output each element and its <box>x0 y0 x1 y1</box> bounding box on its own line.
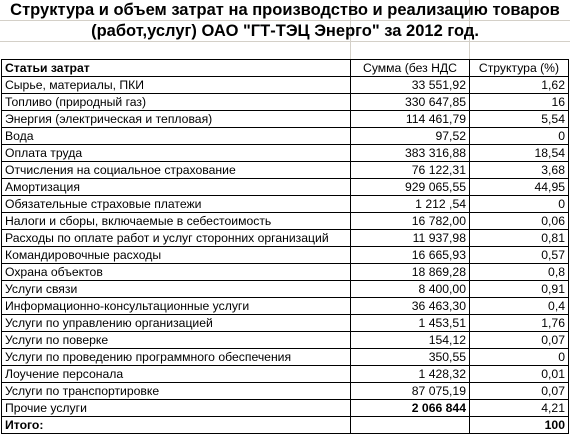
total-cell-sum[interactable] <box>351 417 470 434</box>
cell-sum[interactable]: 18 869,28 <box>351 264 470 281</box>
cell-sum[interactable]: 1 428,32 <box>351 366 470 383</box>
table-row <box>2 213 569 230</box>
total-cell-pct[interactable]: 100 <box>470 417 569 434</box>
cell-structure[interactable]: 0,07 <box>470 383 569 400</box>
table-row <box>2 77 569 94</box>
cell-structure[interactable]: 1,76 <box>470 315 569 332</box>
cell-sum[interactable]: 36 463,30 <box>351 298 470 315</box>
cell-cost-item[interactable]: Отчисления на социальное страхование <box>2 162 351 179</box>
cell-cost-item[interactable]: Услуги по проведению программного обеспечения <box>2 349 351 366</box>
cell-cost-item[interactable]: Информационно-консультационные услуги <box>2 298 351 315</box>
table-row <box>2 332 569 349</box>
cell-sum[interactable]: 383 316,88 <box>351 145 470 162</box>
cell-sum[interactable]: 76 122,31 <box>351 162 470 179</box>
table-total-row <box>2 417 569 434</box>
cell-structure[interactable]: 18,54 <box>470 145 569 162</box>
cell-sum[interactable]: 2 066 844 <box>351 400 470 417</box>
table-row <box>2 247 569 264</box>
cell-cost-item[interactable]: Лоучение персонала <box>2 366 351 383</box>
cell-structure[interactable]: 0,07 <box>470 332 569 349</box>
title-line-1: Структура и объем затрат на производство и реализацию товаров <box>10 1 560 19</box>
table-row <box>2 366 569 383</box>
cell-structure[interactable]: 0 <box>470 196 569 213</box>
cell-cost-item[interactable]: Оплата труда <box>2 145 351 162</box>
cell-sum[interactable]: 11 937,98 <box>351 230 470 247</box>
table-row <box>2 349 569 366</box>
cell-cost-item[interactable]: Энергия (электрическая и тепловая) <box>2 111 351 128</box>
table-row <box>2 128 569 145</box>
cell-sum[interactable]: 1 453,51 <box>351 315 470 332</box>
cell-sum[interactable]: 114 461,79 <box>351 111 470 128</box>
cell-cost-item[interactable]: Расходы по оплате работ и услуг сторонних организаций <box>2 230 351 247</box>
cell-structure[interactable]: 0,8 <box>470 264 569 281</box>
cell-sum[interactable]: 87 075,19 <box>351 383 470 400</box>
cell-structure[interactable]: 44,95 <box>470 179 569 196</box>
cell-structure[interactable]: 0,01 <box>470 366 569 383</box>
cell-cost-item[interactable]: Обязательные страховые платежи <box>2 196 351 213</box>
table-row <box>2 145 569 162</box>
table-row <box>2 298 569 315</box>
cell-structure[interactable]: 4,21 <box>470 400 569 417</box>
table-row <box>2 281 569 298</box>
title-line-2: (работ,услуг) ОАО "ГТ-ТЭЦ Энерго" за 2012 год. <box>91 22 479 40</box>
cell-cost-item[interactable]: Прочие услуги <box>2 400 351 417</box>
cell-structure[interactable]: 0,81 <box>470 230 569 247</box>
cost-table <box>1 59 569 434</box>
cell-cost-item[interactable]: Услуги по управлению организацией <box>2 315 351 332</box>
cell-cost-item[interactable]: Услуги по поверке <box>2 332 351 349</box>
cell-sum[interactable]: 97,52 <box>351 128 470 145</box>
cell-sum[interactable]: 8 400,00 <box>351 281 470 298</box>
header-sum[interactable]: Сумма (без НДС <box>351 60 470 77</box>
cell-structure[interactable]: 0,4 <box>470 298 569 315</box>
cell-structure[interactable]: 0,91 <box>470 281 569 298</box>
table-row <box>2 111 569 128</box>
total-cell-name[interactable]: Итого: <box>2 417 351 434</box>
cell-cost-item[interactable]: Охрана объектов <box>2 264 351 281</box>
table-row <box>2 179 569 196</box>
cell-structure[interactable]: 0,06 <box>470 213 569 230</box>
cell-cost-item[interactable]: Услуги связи <box>2 281 351 298</box>
cell-sum[interactable]: 16 665,93 <box>351 247 470 264</box>
cell-cost-item[interactable]: Вода <box>2 128 351 145</box>
cell-sum[interactable]: 350,55 <box>351 349 470 366</box>
cell-cost-item[interactable]: Услуги по транспортировке <box>2 383 351 400</box>
header-structure[interactable]: Структура (%) <box>470 60 569 77</box>
cell-sum[interactable]: 16 782,00 <box>351 213 470 230</box>
cell-cost-item[interactable]: Командировочные расходы <box>2 247 351 264</box>
cell-structure[interactable]: 3,68 <box>470 162 569 179</box>
cell-sum[interactable]: 154,12 <box>351 332 470 349</box>
cell-cost-item[interactable]: Топливо (природный газ) <box>2 94 351 111</box>
table-row <box>2 196 569 213</box>
cell-sum[interactable]: 1 212 ,54 <box>351 196 470 213</box>
cell-cost-item[interactable]: Амортизация <box>2 179 351 196</box>
table-row <box>2 400 569 417</box>
table-row <box>2 315 569 332</box>
table-row <box>2 162 569 179</box>
cell-structure[interactable]: 16 <box>470 94 569 111</box>
table-row <box>2 264 569 281</box>
table-row <box>2 383 569 400</box>
cell-sum[interactable]: 330 647,85 <box>351 94 470 111</box>
cell-structure[interactable]: 1,62 <box>470 77 569 94</box>
table-header-row <box>2 60 569 77</box>
table-row <box>2 230 569 247</box>
report-title <box>0 0 570 42</box>
header-cost-items[interactable]: Статьи затрат <box>2 60 351 77</box>
cell-cost-item[interactable]: Сырье, материалы, ПКИ <box>2 77 351 94</box>
cell-structure[interactable]: 5,54 <box>470 111 569 128</box>
cell-sum[interactable]: 33 551,92 <box>351 77 470 94</box>
table-row <box>2 94 569 111</box>
cell-structure[interactable]: 0,57 <box>470 247 569 264</box>
cell-cost-item[interactable]: Налоги и сборы, включаемые в себестоимость <box>2 213 351 230</box>
table-body <box>2 77 569 434</box>
cell-structure[interactable]: 0 <box>470 349 569 366</box>
cell-sum[interactable]: 929 065,55 <box>351 179 470 196</box>
cell-structure[interactable]: 0 <box>470 128 569 145</box>
